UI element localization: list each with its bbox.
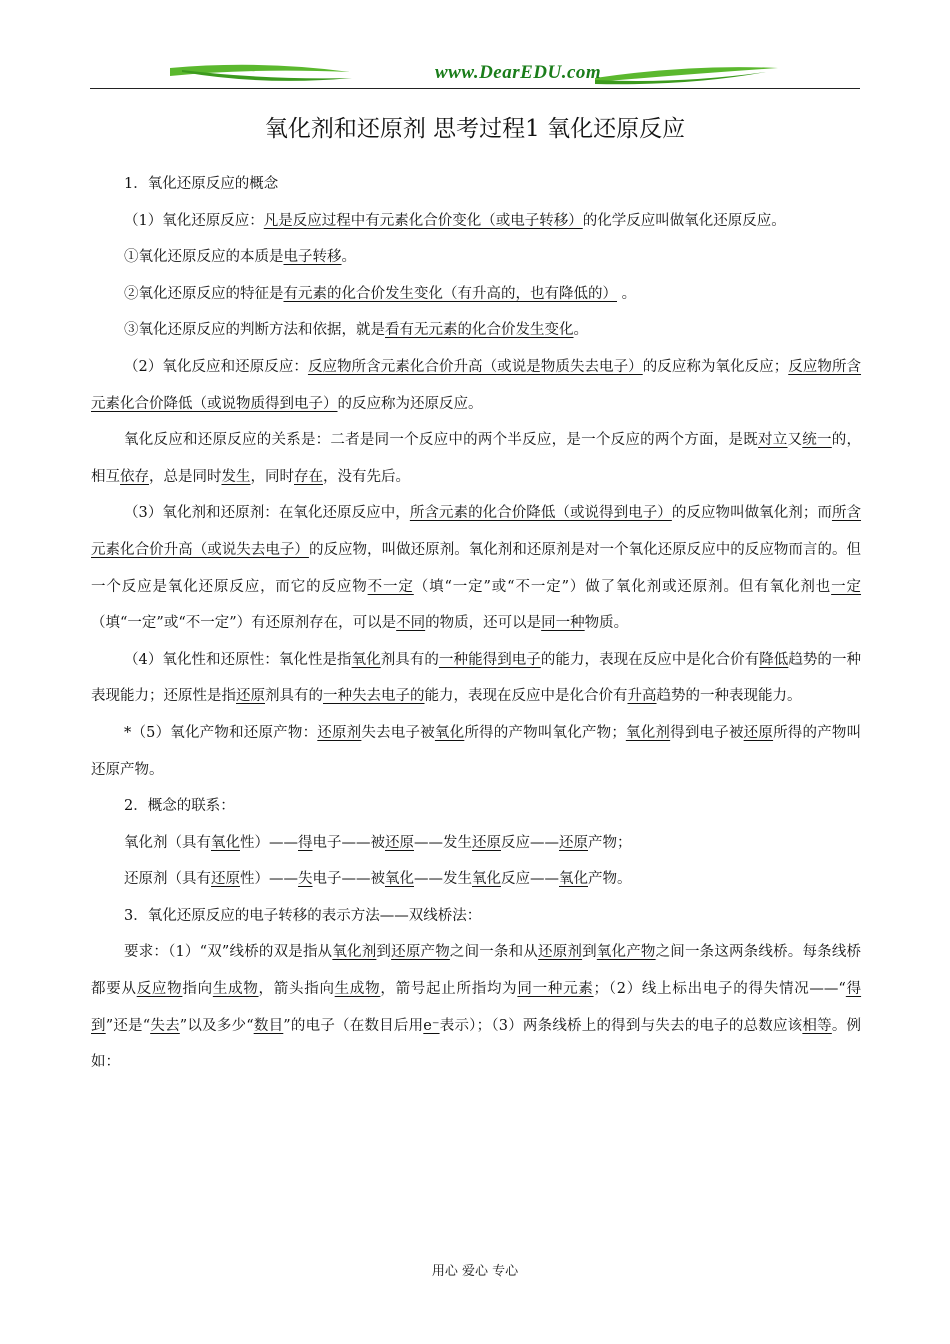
text-run: ③氧化还原反应的判断方法和依据，就是: [124, 322, 385, 339]
text-run: ，同时: [250, 468, 294, 485]
underlined-answer: 还原: [211, 871, 240, 888]
text-run: ；（2）线上标出电子的得失情况——“: [593, 981, 846, 998]
text-run: 得到电子被: [670, 724, 744, 741]
text-run: 趋势的一种表现能力。: [656, 688, 802, 705]
paragraph: [91, 898, 861, 935]
text-run: 产物；: [588, 834, 632, 851]
underlined-answer: 反应物所含元素化合价降低（或说物质得到电子）: [91, 358, 862, 412]
text-run: 3．氧化还原反应的电子转移的表示方法——双线桥法：: [124, 907, 482, 924]
underlined-answer: 氧化: [385, 871, 414, 888]
text-run: 所得的产物叫还原产物。: [91, 724, 862, 778]
text-run: ，总是同时: [149, 468, 222, 485]
text-run: 能力，表现在反应中是化合价有: [424, 688, 628, 705]
underlined-answer: 还原产物: [391, 944, 450, 961]
text-run: 趋势的一种表现能力；还原性是指: [91, 651, 862, 705]
text-run: 又: [787, 432, 803, 449]
text-run: 的反应物叫做氧化剂；而: [671, 505, 832, 522]
paragraph: [91, 349, 861, 422]
text-run: 产物。: [588, 871, 632, 888]
underlined-answer: 生成物: [212, 981, 259, 998]
text-run: 的反应称为还原反应。: [337, 395, 483, 412]
text-run: *（5）氧化产物和还原产物：: [124, 724, 318, 741]
text-run: 的物质，还可以是: [425, 615, 542, 632]
text-run: 反应——: [501, 871, 559, 888]
paragraph: [91, 861, 861, 898]
text-run: 到: [582, 944, 597, 961]
underlined-answer: 氧化: [351, 651, 381, 668]
header-rule: [90, 88, 860, 89]
paragraph: [91, 312, 861, 349]
text-run: ，没有先后。: [323, 468, 410, 485]
text-run: 物质。: [584, 615, 629, 632]
underlined-answer: 同一种: [541, 615, 585, 632]
underlined-answer: 不一定: [367, 578, 414, 595]
text-run: （填“一定”或“不一定”）做了氧化剂或还原剂。但有氧化剂也: [413, 578, 832, 595]
underlined-answer: 得到: [91, 981, 862, 1034]
underlined-answer: 氧化产物: [596, 944, 656, 961]
page-footer: 用心 爱心 专心: [431, 1264, 519, 1279]
underlined-answer: 看有无元素的化合价发生变化: [385, 322, 574, 339]
text-run: （4）氧化性和还原性：氧化性是指: [124, 651, 352, 668]
underlined-answer: 依存: [120, 468, 149, 485]
underlined-answer: 一种能得到电子: [438, 651, 541, 668]
text-run: 性）——: [240, 871, 298, 888]
paragraph: [91, 422, 861, 495]
text-run: 剂具有的: [265, 688, 323, 705]
underlined-answer: 所含元素的化合价降低（或说得到电子）: [409, 505, 672, 522]
text-run: 所得的产物叫氧化产物；: [464, 724, 626, 741]
underlined-answer: 氧化: [211, 834, 240, 851]
paragraph: [91, 495, 861, 641]
document-body: [91, 166, 861, 1081]
paragraph: [91, 239, 861, 276]
underlined-answer: 不同: [396, 615, 426, 632]
text-run: ”以及多少“: [179, 1017, 254, 1034]
underlined-answer: 氧化剂: [625, 724, 671, 741]
text-run: ①氧化还原反应的本质是: [124, 249, 284, 266]
text-run: ，箭头指向: [258, 981, 335, 998]
underlined-answer: 一定: [831, 578, 862, 595]
underlined-answer: 凡是反应过程中有元素化合价变化（或电子转移）: [263, 212, 583, 229]
underlined-answer: 数目: [253, 1017, 284, 1034]
underlined-answer: 氧化: [434, 724, 465, 741]
text-run: （1）氧化还原反应：: [124, 212, 264, 229]
underlined-answer: 所含元素化合价升高（或说失去电子）: [91, 505, 862, 558]
underlined-answer: 存在: [294, 468, 323, 485]
text-run: ”的电子（在数目后用: [283, 1017, 424, 1034]
underlined-answer: 同一种元素: [517, 981, 594, 998]
text-run: ”还是“: [105, 1017, 151, 1034]
text-run: 之间一条和从: [449, 944, 539, 961]
text-run: ——发生: [414, 834, 472, 851]
text-run: 的反应物，叫做还原剂。氧化剂和还原剂是对一个氧化还原反应中的反应物而言的。但一个反应是氧化还原反应，而它的反应物: [91, 541, 862, 595]
underlined-answer: 氧化: [559, 871, 588, 888]
paragraph: [91, 276, 861, 313]
underlined-answer: 还原剂: [317, 724, 362, 741]
text-run: 性）——: [240, 834, 298, 851]
text-run: 剂具有的: [380, 651, 439, 668]
text-run: 。例如：: [91, 1017, 862, 1071]
underlined-answer: 还原: [236, 688, 265, 705]
underlined-answer: 还原剂: [538, 944, 583, 961]
text-run: ——发生: [414, 871, 472, 888]
text-run: 。: [617, 285, 637, 302]
text-run: 表示）；（3）两条线桥上的得到与失去的电子的总数应该: [439, 1017, 803, 1034]
paragraph: [91, 788, 861, 825]
text-run: （2）氧化反应和还原反应：: [124, 358, 308, 375]
underlined-answer: 生成物: [334, 981, 381, 998]
text-run: 的能力，表现在反应中是化合价有: [540, 651, 760, 668]
underlined-answer: 氧化剂: [332, 944, 377, 961]
paragraph: [91, 934, 861, 1080]
text-run: 失去电子被: [361, 724, 435, 741]
underlined-answer: 还原: [385, 834, 414, 851]
text-run: 氧化反应和还原反应的关系是：二者是同一个反应中的两个半反应，是一个反应的两个方面，是既: [124, 432, 759, 449]
underlined-answer: 有元素的化合价发生变化（有升高的，也有降低的）: [283, 285, 617, 302]
underlined-answer: 电子转移: [283, 249, 342, 266]
text-run: ②氧化还原反应的特征是: [124, 285, 284, 302]
text-run: 的反应称为氧化反应；: [642, 358, 789, 375]
underlined-answer: 发生: [221, 468, 251, 485]
text-run: 电子——被: [312, 834, 385, 851]
underlined-answer: 失去: [150, 1017, 180, 1034]
paragraph: [91, 203, 861, 240]
text-run: 。: [341, 249, 356, 266]
paragraph: [91, 166, 861, 203]
underlined-answer: 还原: [472, 834, 501, 851]
underlined-answer: 降低: [759, 651, 789, 668]
text-run: ，箭号起止所指均为: [380, 981, 518, 998]
text-run: 反应——: [501, 834, 559, 851]
text-run: 之间一条这两条线桥。每条线桥都要从: [91, 944, 862, 998]
text-run: 的，相互: [91, 432, 862, 485]
paragraph: [91, 642, 861, 715]
text-run: 的化学反应叫做氧化还原反应。: [582, 212, 786, 229]
underlined-answer: 还原: [743, 724, 774, 741]
text-run: 氧化剂（具有: [124, 834, 211, 851]
underlined-answer: 氧化: [472, 871, 501, 888]
paragraph: [91, 825, 861, 862]
paragraph: [91, 715, 861, 788]
text-run: 电子——被: [312, 871, 385, 888]
text-run: 到: [376, 944, 392, 961]
underlined-answer: 相等: [802, 1017, 832, 1034]
underlined-answer: 对立: [758, 432, 788, 449]
text-run: 要求：（1）“双”线桥的双是指从: [124, 944, 333, 961]
site-logo-text[interactable]: www.DearEDU.com: [435, 62, 602, 83]
underlined-answer: 失: [298, 871, 313, 888]
text-run: 。: [573, 322, 588, 339]
text-run: 2．概念的联系：: [124, 798, 235, 815]
underlined-answer: 统一: [802, 432, 832, 449]
underlined-answer: 一种失去电子的: [323, 688, 425, 705]
text-run: （填“一定”或“不一定”）有还原剂存在，可以是: [91, 615, 397, 632]
text-run: 指向: [182, 981, 213, 998]
page-title: 氧化剂和还原剂 思考过程1 氧化还原反应: [264, 116, 686, 142]
underlined-answer: 还原: [559, 834, 588, 851]
underlined-answer: 升高: [627, 688, 657, 705]
text-run: 1．氧化还原反应的概念: [124, 176, 279, 192]
underlined-answer: 反应物: [136, 981, 183, 998]
underlined-answer: 反应物所含元素化合价升高（或说是物质失去电子）: [307, 358, 643, 375]
underlined-answer: 得: [298, 834, 313, 851]
text-run: （3）氧化剂和还原剂：在氧化还原反应中，: [124, 505, 410, 522]
underlined-answer: e⁻: [423, 1017, 440, 1034]
site-header-banner: [90, 58, 860, 92]
text-run: 还原剂（具有: [124, 871, 211, 888]
